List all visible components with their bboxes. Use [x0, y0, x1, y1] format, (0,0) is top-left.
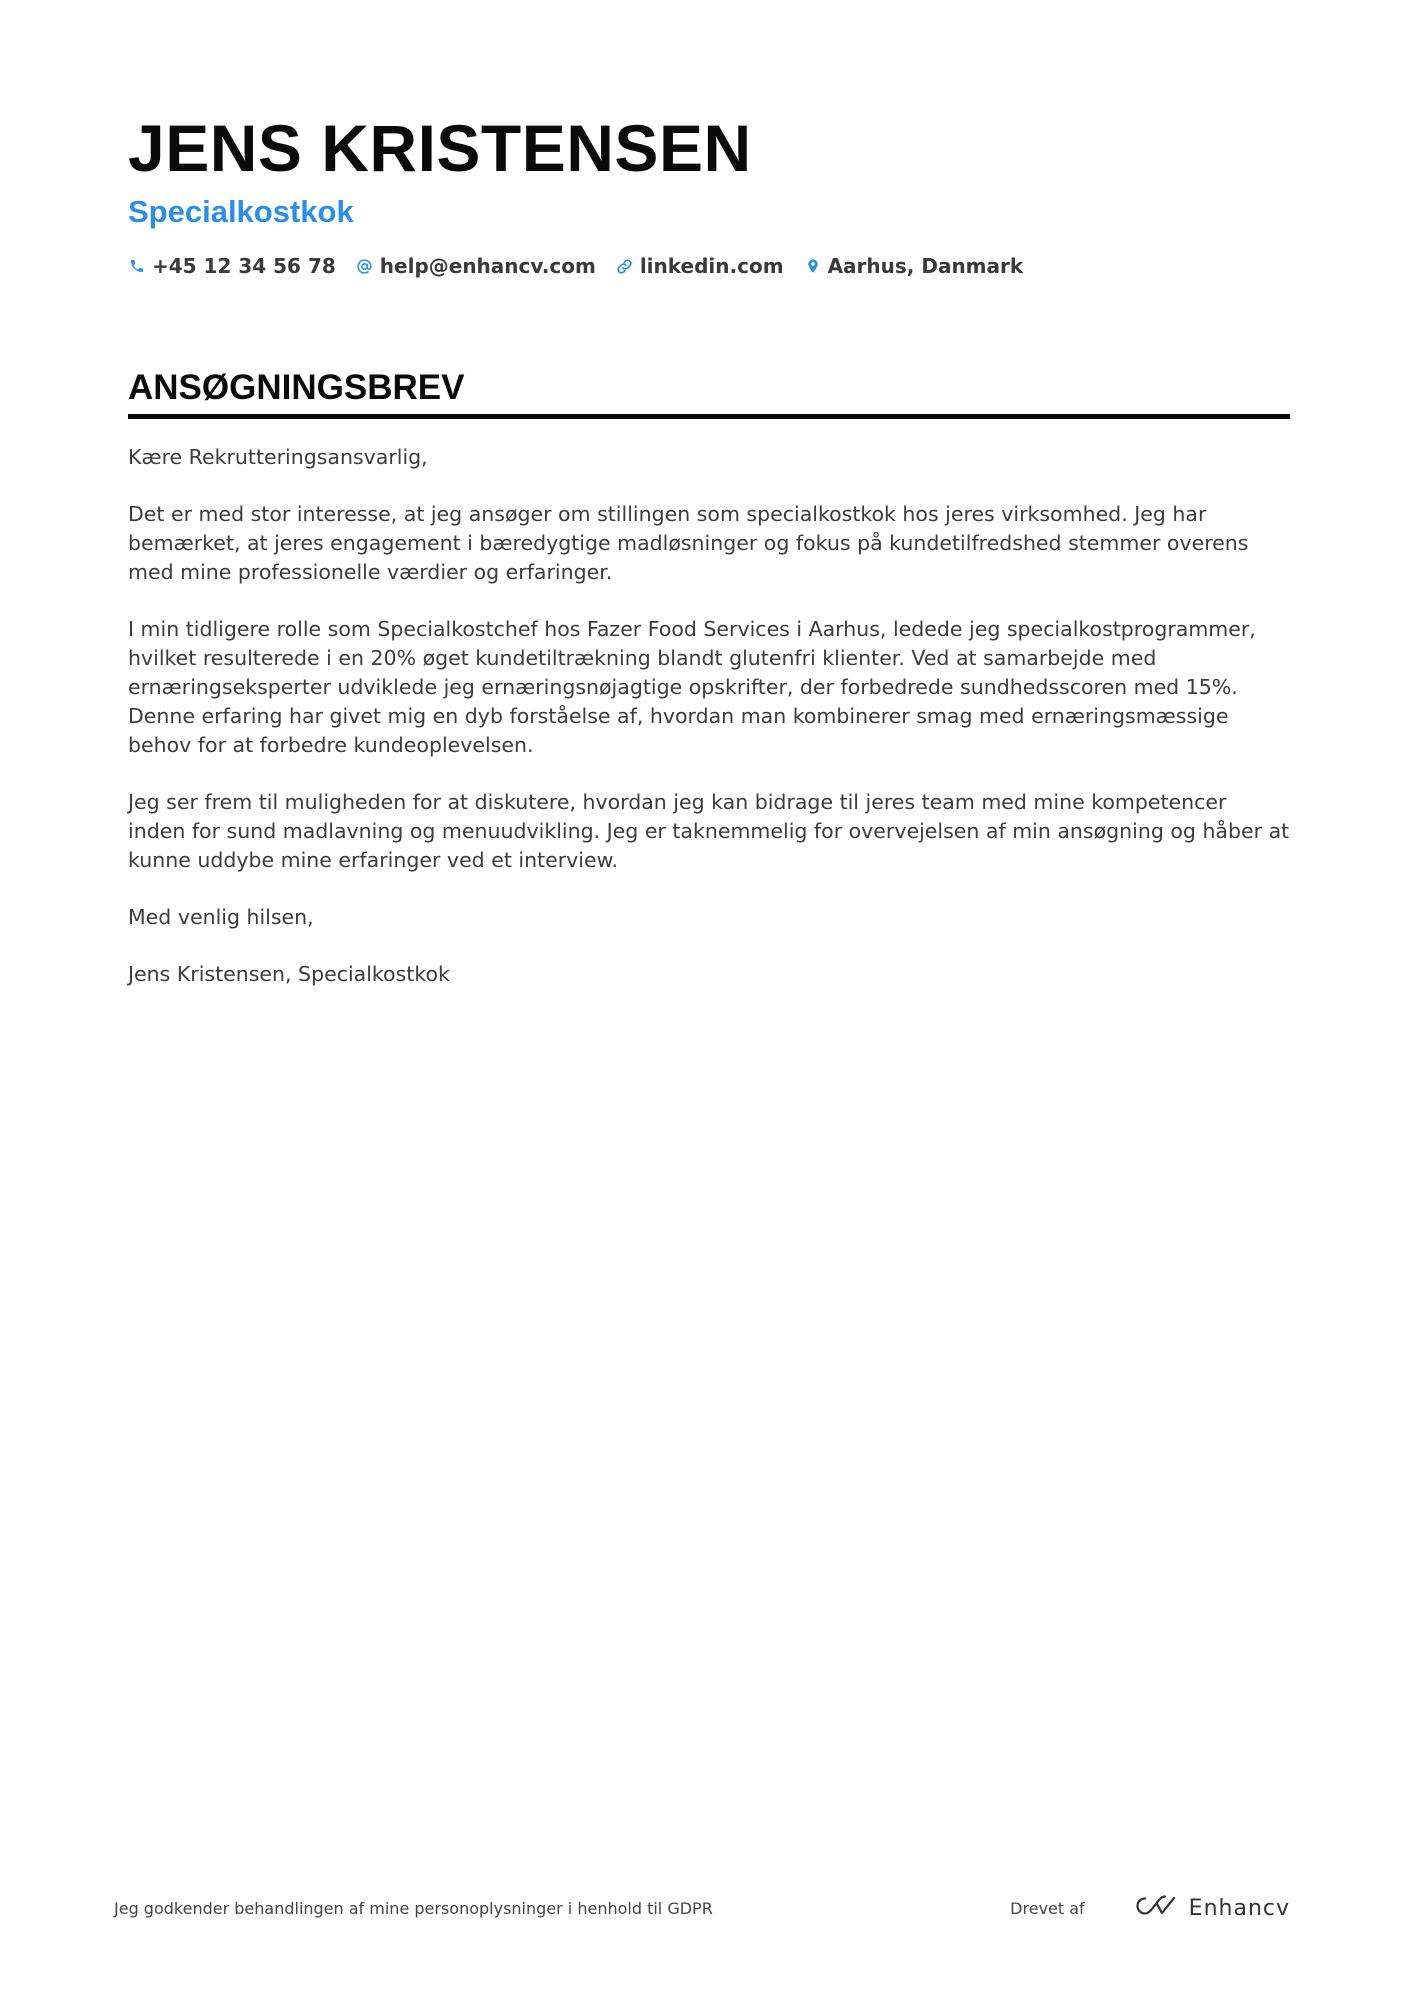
letter-greeting: Kære Rekrutteringsansvarlig, — [128, 445, 428, 469]
candidate-role: Specialkostkok — [128, 194, 354, 229]
brand-name: Enhancv — [1188, 1895, 1290, 1921]
phone-number: +45 12 34 56 78 — [152, 254, 336, 278]
letter-signature: Jens Kristensen, Specialkostkok — [128, 962, 450, 986]
cover-letter-section — [128, 366, 1290, 1017]
enhancv-brand[interactable] — [1133, 1894, 1290, 1922]
link-icon — [616, 257, 634, 275]
contact-location — [804, 254, 1024, 278]
candidate-name: JENS KRISTENSEN — [128, 111, 752, 185]
location-pin-icon — [804, 257, 822, 275]
email-address: help@enhancv.com — [379, 254, 596, 278]
contact-email[interactable] — [356, 254, 596, 278]
section-title: ANSØGNINGSBREV — [128, 366, 1290, 419]
contact-phone[interactable] — [128, 254, 336, 278]
letter-closing: Med venlig hilsen, — [128, 905, 314, 929]
letter-paragraph: Jeg ser frem til muligheden for at diskutere, hvordan jeg kan bidrage til jeres team med mine kompetencer inden for sund madlavning og menuudvikling. Jeg er taknemmelig for overvejelsen af min ansøgning og håber at kunne uddybe mine erfaringer ved et interview. — [128, 790, 1290, 872]
header — [128, 110, 1290, 278]
letter-paragraph: I min tidligere rolle som Specialkostchef hos Fazer Food Services i Aarhus, ledede jeg specialkostprogrammer, hvilket resulterede i en 20% øget kundetiltrækning blandt glutenfri klienter. Ved at samarbejde med ernæringseksperter udviklede jeg ernæringsnøjagtige opskrifter, der forbedrede sundhedsscoren med 15%. Denne erfaring har givet mig en dyb forståelse af, hvordan man kombinerer smag med ernæringsmæssige behov for at forbedre kundeoplevelsen. — [128, 617, 1256, 757]
letter-paragraph: Det er med stor interesse, at jeg ansøger om stillingen som specialkostkok hos jeres virksomhed. Jeg har bemærket, at jeres engagement i bæredygtige madløsninger og fokus på kundetilfredshed stemmer overens med mine professionelle værdier og erfaringer. — [128, 502, 1249, 584]
powered-by-label: Drevet af — [1010, 1898, 1085, 1918]
location: Aarhus, Danmark — [827, 254, 1024, 278]
letter-body — [128, 443, 1290, 989]
contact-bar — [128, 254, 1290, 278]
contact-linkedin[interactable] — [616, 254, 784, 278]
enhancv-logo-icon — [1133, 1894, 1179, 1922]
gdpr-consent-text: Jeg godkender behandlingen af mine personoplysninger i henhold til GDPR — [114, 1898, 713, 1918]
at-icon — [356, 257, 374, 275]
linkedin-url: linkedin.com — [639, 254, 784, 278]
phone-icon — [128, 257, 146, 275]
footer — [114, 1890, 1290, 1926]
